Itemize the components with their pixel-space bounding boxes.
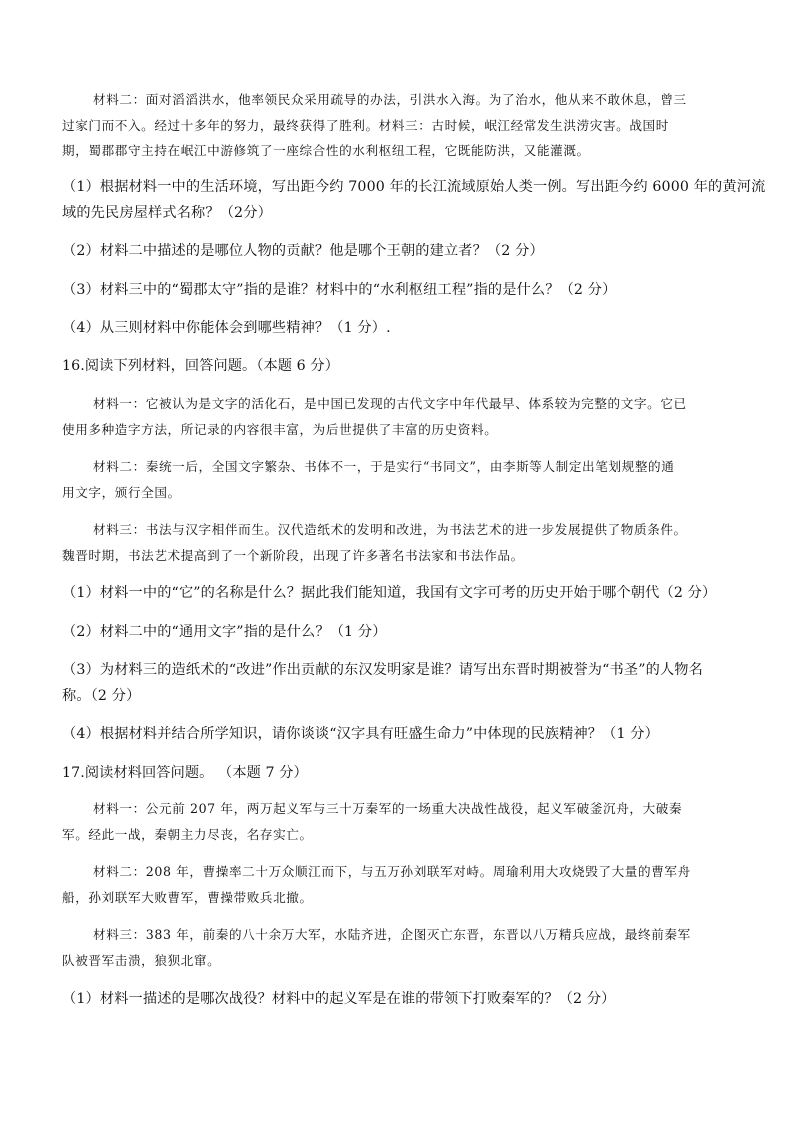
q17-material3-line1: 材料三：383 年，前秦的八十余万大军，水陆齐进，企图灭亡东晋，东晋以八万精兵应战，最终前秦军 <box>93 927 691 942</box>
q16-material1-line2: 使用多种造字方法，所记录的内容很丰富，为后世提供了丰富的历史资料。 <box>62 422 498 437</box>
q17-material1-line2: 军。经此一战，秦朝主力尽丧，名存实亡。 <box>62 827 313 842</box>
q17-heading: 17.阅读材料回答问题。 （本题 7 分） <box>62 765 308 781</box>
q16-sub3-line2: 称。（2 分） <box>62 688 141 704</box>
q17-material1-line1: 材料一：公元前 207 年，两万起义军与三十万秦军的一场重大决战性战役，起义军破釜沉舟，大破秦 <box>93 801 683 816</box>
q17-sub1: （1）材料一描述的是哪次战役？材料中的起义军是在谁的带领下打败秦军的？（2 分） <box>62 991 616 1007</box>
q15-sub3: （3）材料三中的“蜀郡太守”指的是谁？材料中的“水利枢纽工程”指的是什么？（2 分） <box>62 282 617 298</box>
q16-sub4: （4）根据材料并结合所学知识，请你谈谈“汉字具有旺盛生命力”中体现的民族精神？（1 分） <box>62 726 659 742</box>
q16-sub2: （2）材料二中的“通用文字”指的是什么？（1 分） <box>62 624 387 640</box>
q17-material2-line2: 船，孙刘联军大败曹军，曹操带败兵北撤。 <box>62 890 313 905</box>
q15-sub4: （4）从三则材料中你能体会到哪些精神？（1 分）. <box>62 320 391 336</box>
q16-sub1: （1）材料一中的“它”的名称是什么？据此我们能知道，我国有文字可考的历史开始于哪个朝代（2 分） <box>62 585 717 601</box>
q16-sub3-line1: （3）为材料三的造纸术的“改进”作出贡献的东汉发明家是谁？请写出东晋时期被誉为“书圣”的人物名 <box>62 662 703 678</box>
q16-material1-line1: 材料一：它被认为是文字的活化石，是中国已发现的古代文字中年代最早、体系较为完整的文字。它已 <box>93 396 687 411</box>
q15-sub1-line2: 域的先民房屋样式名称？（2分） <box>62 205 272 221</box>
q16-material2-line2: 用文字，颁行全国。 <box>62 485 181 500</box>
q17-material3-line2: 队被晋军击溃，狼狈北窜。 <box>62 953 221 968</box>
q15-sub1-line1: （1）根据材料一中的生活环境，写出距今约 7000 年的长江流域原始人类一例。写出距今约 6000 年的黄河流 <box>62 179 766 195</box>
q16-material3-line2: 魏晋时期，书法艺术提高到了一个新阶段，出现了许多著名书法家和书法作品。 <box>62 548 524 563</box>
q16-heading: 16.阅读下列材料，回答问题。（本题 6 分） <box>62 358 339 374</box>
q15-material2-line1: 材料二：面对滔滔洪水，他率领民众采用疏导的办法，引洪水入海。为了治水，他从来不敢休息，曾三 <box>93 92 687 107</box>
q15-material2-line2: 过家门而不入。经过十多年的努力，最终获得了胜利。材料三：古时候，岷江经常发生洪涝灾害。战国时 <box>62 118 669 133</box>
q17-material2-line1: 材料二：208 年，曹操率二十万众顺江而下，与五万孙刘联军对峙。周瑜利用大攻烧毁了大量的曹军舟 <box>93 864 691 879</box>
q15-material3-line3: 期，蜀郡郡守主持在岷江中游修筑了一座综合性的水利枢纽工程，它既能防洪，又能灌溉。 <box>62 143 590 158</box>
q15-sub2: （2）材料二中描述的是哪位人物的贡献？他是哪个王朝的建立者？（2 分） <box>62 243 544 259</box>
q16-material3-line1: 材料三：书法与汉字相伴而生。汉代造纸术的发明和改进，为书法艺术的进一步发展提供了物质条件。 <box>93 522 687 537</box>
q16-material2-line1: 材料二：秦统一后，全国文字繁杂、书体不一，于是实行“书同文”，由李斯等人制定出笔划规整的通 <box>93 459 675 474</box>
